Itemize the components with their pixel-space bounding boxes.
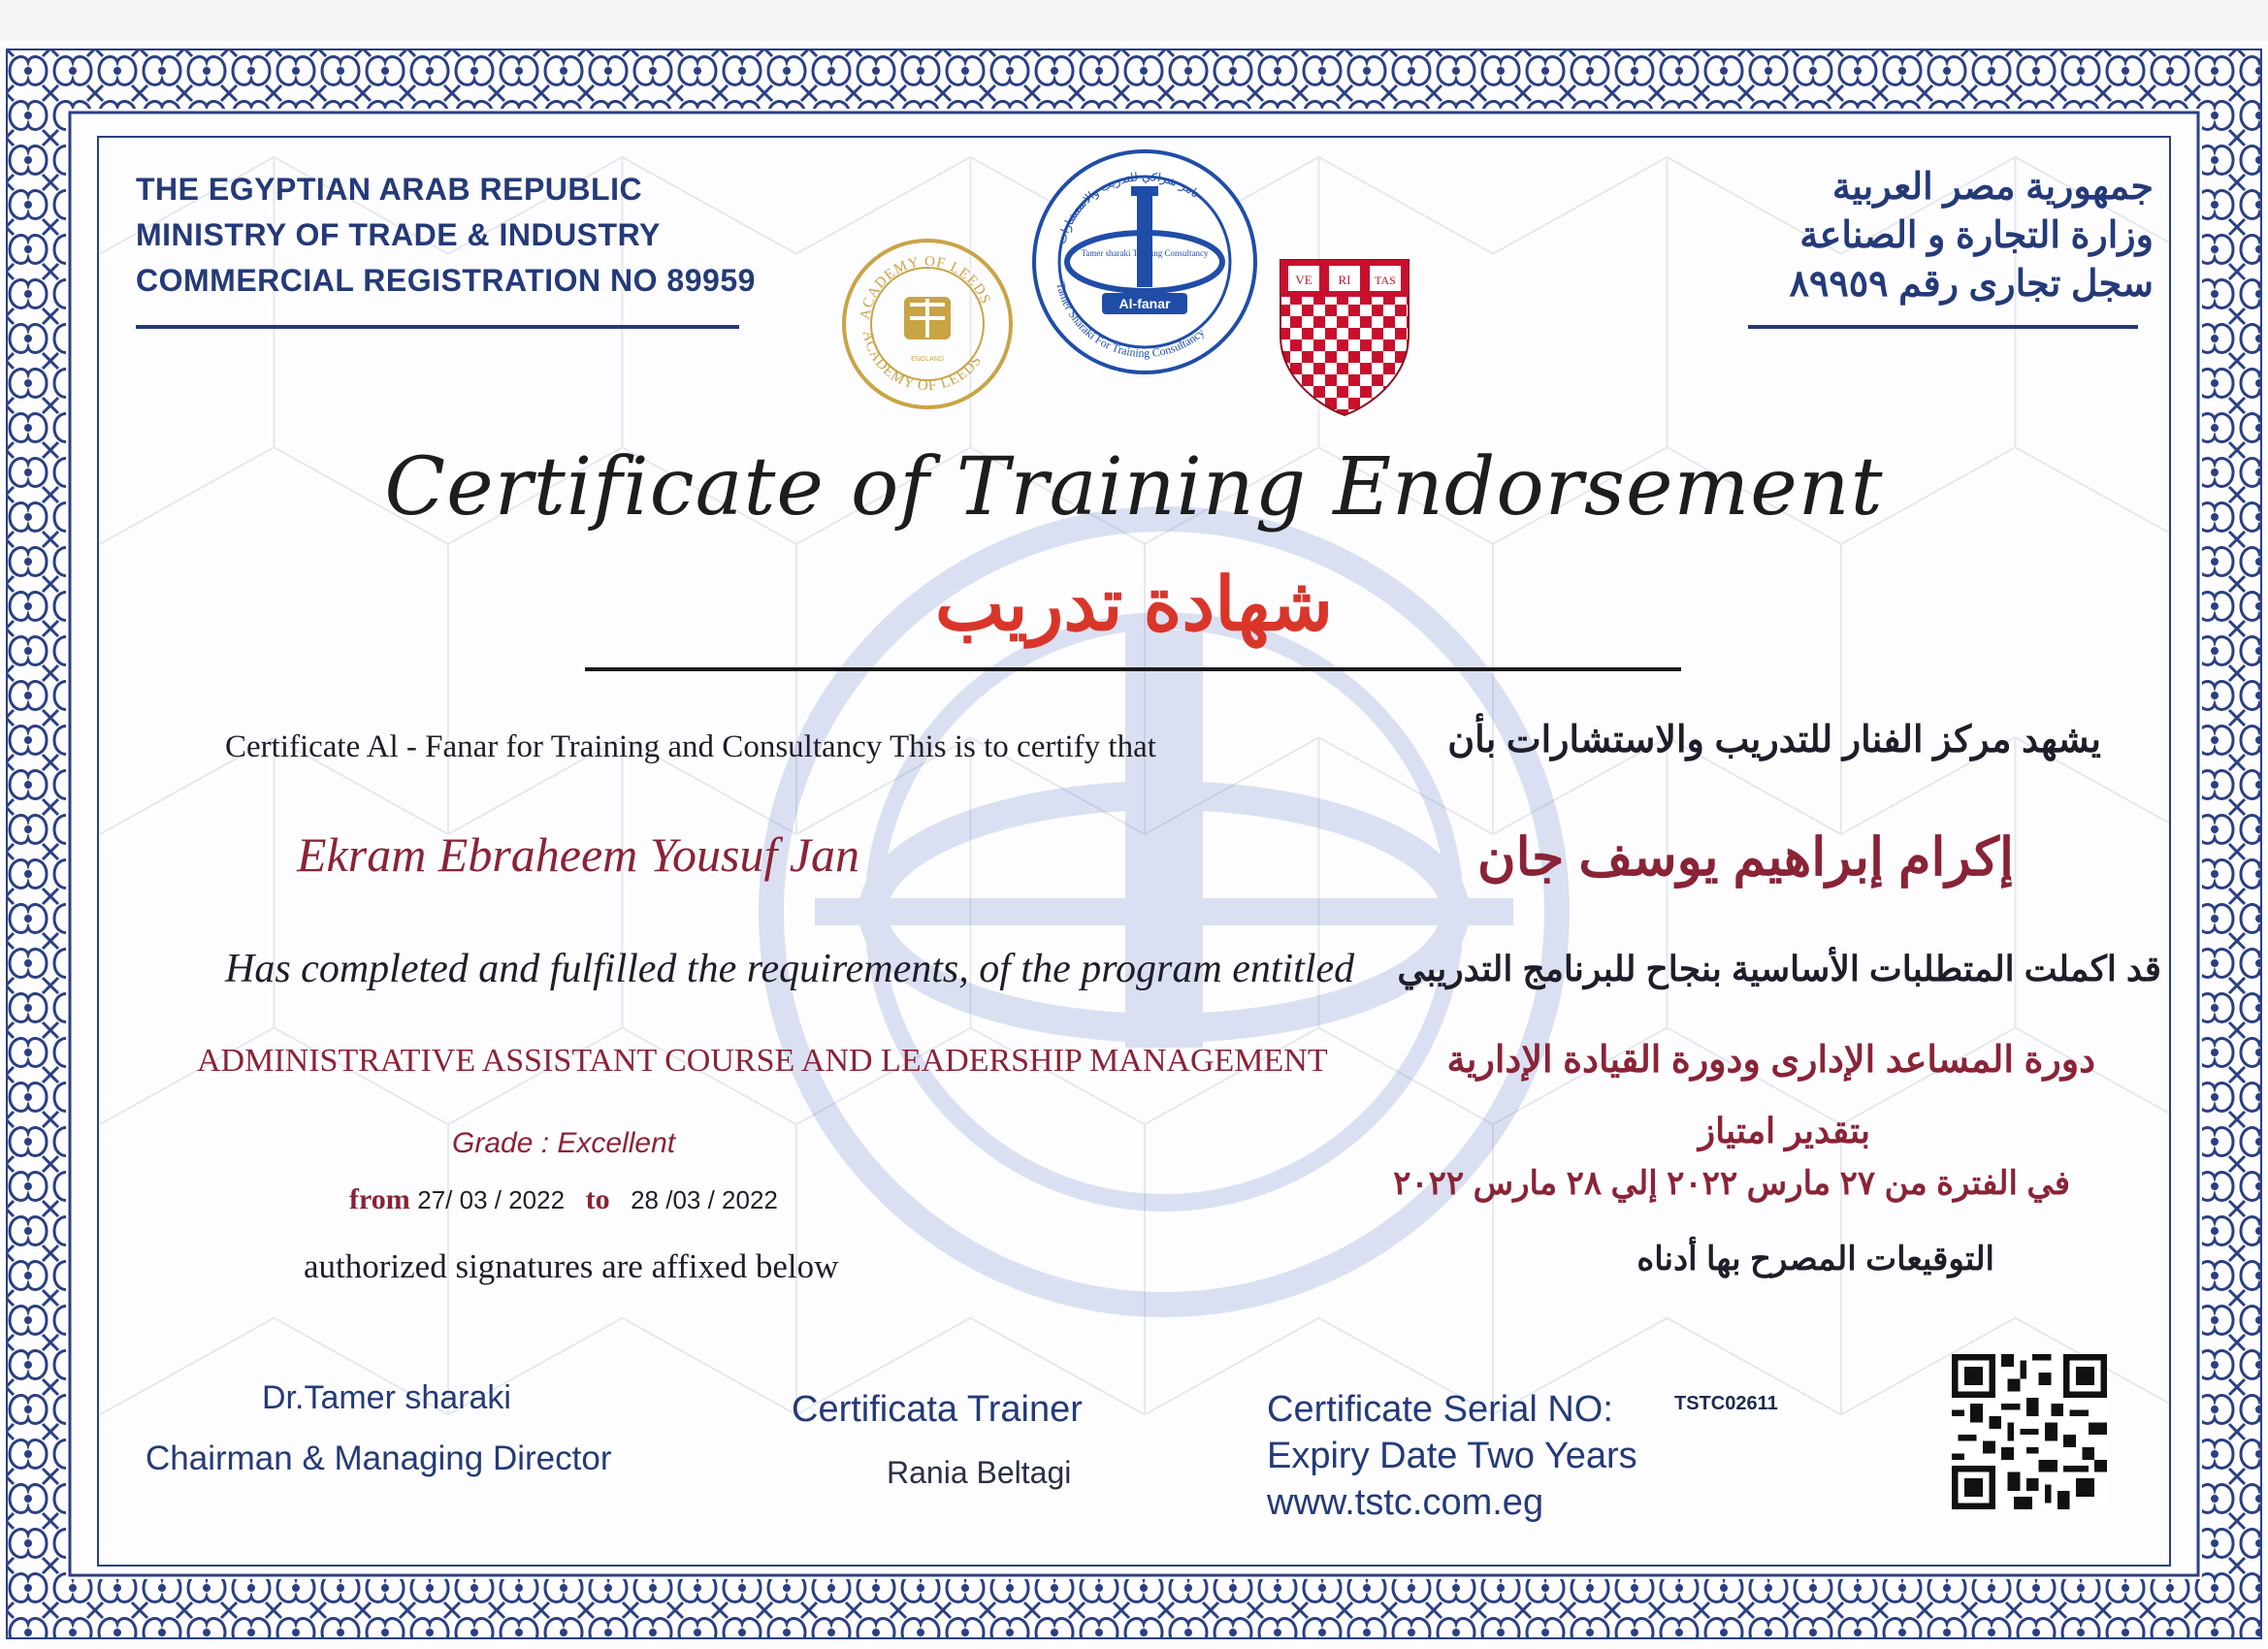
intro-ar: يشهد مركز الفنار للتدريب والاستشارات بأن bbox=[1447, 720, 2101, 760]
date-range-en bbox=[349, 1183, 778, 1216]
header-en-line-2: MINISTRY OF TRADE & INDUSTRY bbox=[136, 217, 661, 252]
header-ar-line-1: جمهورية مصر العربية bbox=[1831, 167, 2154, 208]
qr-code[interactable] bbox=[1952, 1354, 2107, 1509]
leeds-arc-text-top: ACADEMY OF LEEDS bbox=[858, 253, 994, 321]
certificate-title-en: Certificate of Training Endorsement bbox=[384, 441, 1884, 534]
serial-label: Certificate Serial NO: bbox=[1267, 1389, 1613, 1430]
leeds-arc-text-bottom: ACADEMY OF LEEDS bbox=[859, 329, 986, 395]
completed-ar: قد اكملت المتطلبات الأساسية بنجاح للبرنامج التدريبي bbox=[1397, 949, 2161, 988]
signatures-ar: التوقيعات المصرح بها أدناه bbox=[1636, 1241, 1994, 1277]
certificate-title-ar: شهادة تدريب bbox=[934, 564, 1334, 646]
from-date: 27/ 03 / 2022 bbox=[417, 1185, 566, 1214]
veritas-shield-logo bbox=[1279, 258, 1410, 417]
expiry-text: Expiry Date Two Years bbox=[1267, 1436, 1637, 1476]
program-name-ar: دورة المساعد الإدارى ودورة القيادة الإدارية bbox=[1446, 1040, 2095, 1081]
fanar-name-text: Al-fanar bbox=[1118, 296, 1171, 311]
fanar-ring-bottom-text: Tamer Sharaki For Training Consultancy bbox=[1053, 280, 1208, 361]
to-date: 28 /03 / 2022 bbox=[631, 1185, 778, 1214]
shield-letters-1: VE bbox=[1295, 273, 1312, 287]
fanar-center-text: Tamer sharaki Training Consultancy bbox=[1081, 248, 1209, 258]
website-text: www.tstc.com.eg bbox=[1267, 1482, 1544, 1523]
trainer-title: Certificata Trainer bbox=[792, 1389, 1083, 1430]
grade-en: Grade : Excellent bbox=[452, 1127, 676, 1159]
academy-of-leeds-logo bbox=[840, 237, 1015, 411]
header-ar-underline bbox=[1748, 325, 2138, 329]
recipient-name-ar: إكرام إبراهيم يوسف جان bbox=[1476, 828, 2014, 887]
period-ar: في الفترة من ٢٧ مارس ٢٠٢٢ إلي ٢٨ مارس ٢٠٢٢ bbox=[1393, 1165, 2070, 1202]
al-fanar-logo bbox=[1030, 147, 1259, 376]
leeds-sub: ENGLAND bbox=[911, 356, 944, 363]
shield-letters-3: TAS bbox=[1375, 274, 1396, 287]
header-arabic-block bbox=[1790, 163, 2154, 308]
header-ar-line-3: سجل تجارى رقم ٨٩٩٥٩ bbox=[1789, 264, 2154, 305]
chairman-name: Dr.Tamer sharaki bbox=[262, 1379, 511, 1416]
recipient-name-en: Ekram Ebraheem Yousuf Jan bbox=[297, 827, 860, 882]
grade-ar: بتقدير امتياز bbox=[1698, 1111, 1870, 1150]
fanar-ring-top-text: تامر شراكي للتدريب والاستشارات bbox=[1054, 169, 1203, 245]
header-ar-line-2: وزارة التجارة و الصناعة bbox=[1799, 215, 2154, 256]
to-label: to bbox=[585, 1183, 610, 1215]
program-name-en: ADMINISTRATIVE ASSISTANT COURSE AND LEADERSHIP MANAGEMENT bbox=[197, 1043, 1328, 1079]
header-en-underline bbox=[136, 325, 739, 329]
intro-en: Certificate Al - Fanar for Training and Consultancy This is to certify that bbox=[225, 729, 1156, 764]
serial-value: TSTC02611 bbox=[1674, 1393, 1778, 1414]
header-en-line-3: COMMERCIAL REGISTRATION NO 89959 bbox=[136, 263, 756, 298]
shield-letters-2: RI bbox=[1338, 273, 1351, 287]
header-english-block bbox=[136, 167, 756, 304]
title-divider bbox=[585, 667, 1681, 671]
header-en-line-1: THE EGYPTIAN ARAB REPUBLIC bbox=[136, 172, 643, 207]
completed-en: Has completed and fulfilled the requirements, of the program entitled bbox=[225, 947, 1355, 991]
chairman-title: Chairman & Managing Director bbox=[146, 1439, 612, 1477]
signatures-en: authorized signatures are affixed below bbox=[304, 1247, 839, 1285]
trainer-name: Rania Beltagi bbox=[887, 1455, 1072, 1490]
from-label: from bbox=[349, 1183, 410, 1215]
